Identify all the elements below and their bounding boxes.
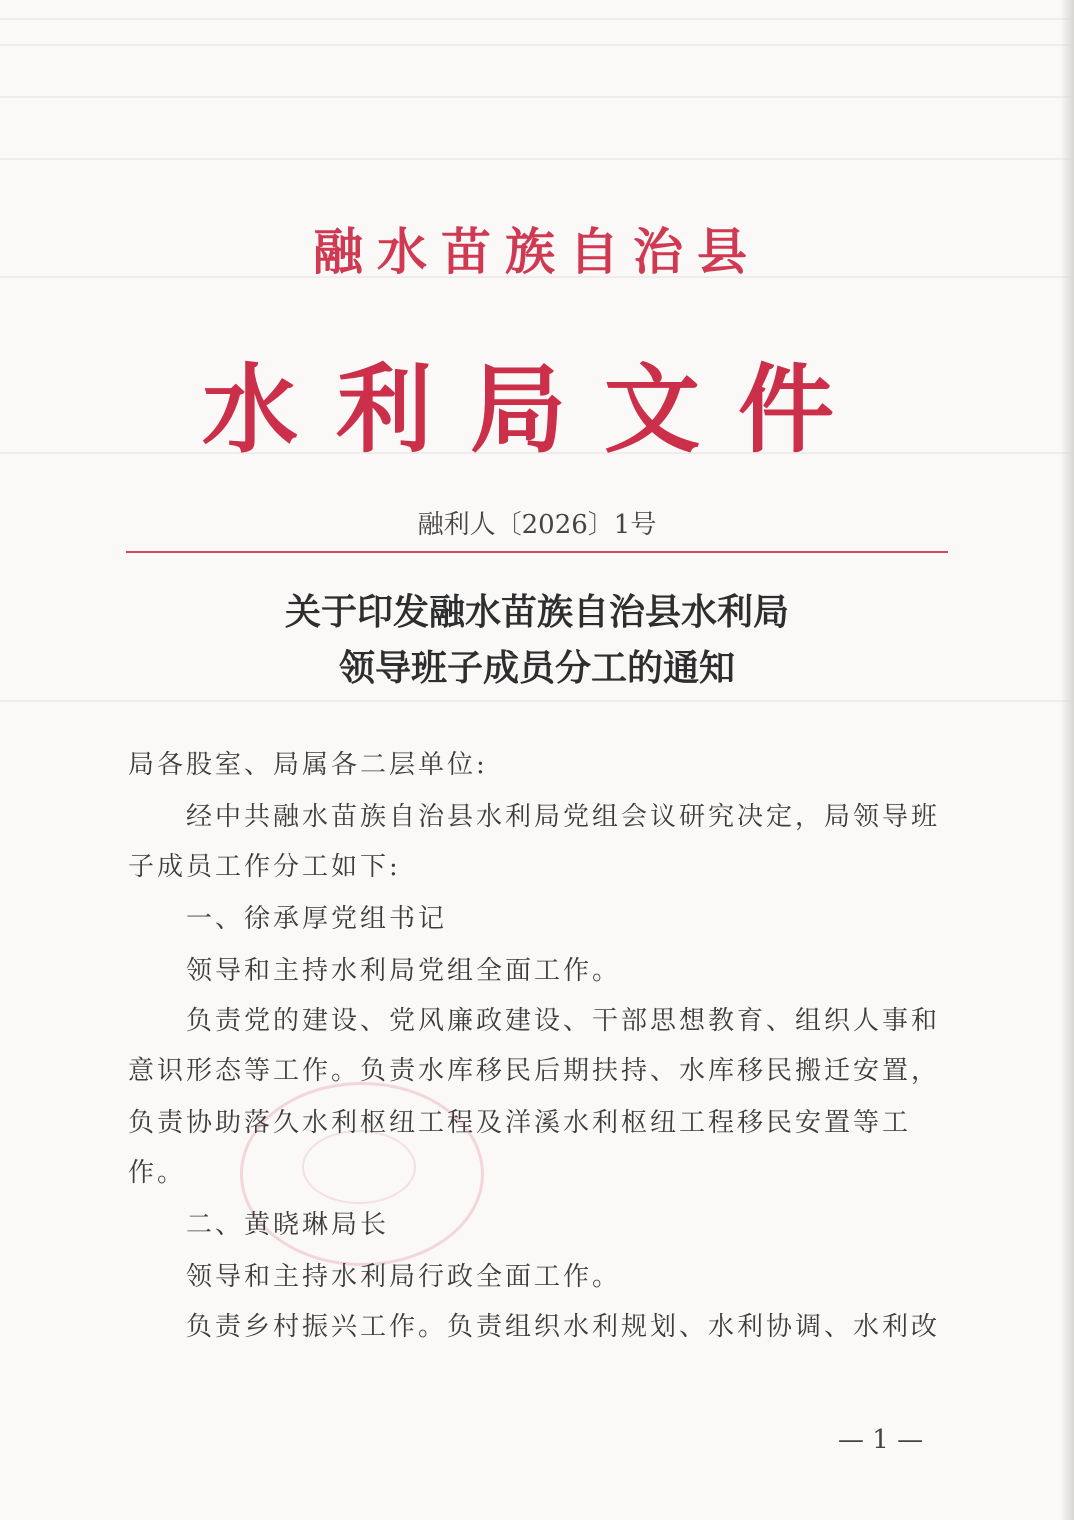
scan-artifact [0,18,1074,20]
page-number: — 1 — [838,1425,924,1455]
document-number: 融利人〔2026〕1号 [417,510,657,540]
scan-artifact [0,44,1074,46]
official-seal-stamp-inner [302,1130,416,1204]
scan-artifact [0,96,1074,98]
body-paragraph-line: 领导和主持水利局行政全面工作。 [186,1262,622,1292]
salutation: 局各股室、局属各二层单位: [128,750,488,780]
section-heading-2: 二、黄晓琳局长 [186,1210,390,1240]
body-paragraph-line: 经中共融水苗族自治县水利局党组会议研究决定，局领导班 [186,802,941,832]
body-paragraph-line: 负责党的建设、党风廉政建设、干部思想教育、组织人事和 [186,1006,941,1036]
body-paragraph-line: 负责乡村振兴工作。负责组织水利规划、水利协调、水利改 [186,1312,941,1342]
body-paragraph-line: 作。 [128,1158,187,1188]
scan-artifact [0,158,1074,160]
body-paragraph-line: 负责协助落久水利枢纽工程及洋溪水利枢纽工程移民安置等工 [128,1108,912,1138]
body-paragraph-line: 子成员工作分工如下: [128,852,401,882]
document-title-line-1: 关于印发融水苗族自治县水利局 [284,591,789,633]
section-heading-1: 一、徐承厚党组书记 [186,904,448,934]
header-divider [126,551,948,553]
document-title-line-2: 领导班子成员分工的通知 [338,647,735,689]
body-paragraph-line: 意识形态等工作。负责水库移民后期扶持、水库移民搬迁安置， [128,1056,941,1086]
body-paragraph-line: 领导和主持水利局党组全面工作。 [186,956,622,986]
header-county: 融水苗族自治县 [313,222,761,281]
scan-artifact [0,700,1074,702]
header-bureau-doc: 水利局文件 [202,353,872,466]
